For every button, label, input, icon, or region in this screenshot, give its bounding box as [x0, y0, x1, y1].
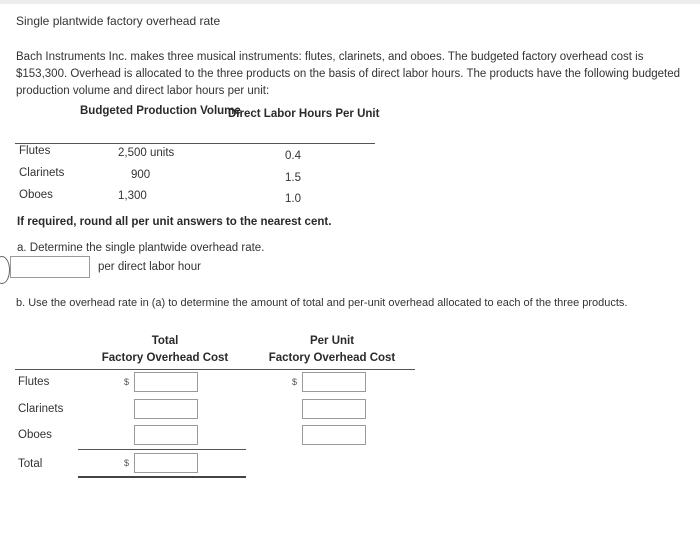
header-label: Direct Labor Hours Per Unit: [228, 108, 380, 120]
overhead-rate-input[interactable]: [10, 256, 90, 278]
rounding-instruction: If required, round all per unit answers to the nearest cent.: [17, 216, 332, 228]
row-total-label: Total: [18, 458, 43, 470]
total-overhead-input[interactable]: [134, 453, 198, 473]
row-flutes-name: Flutes: [19, 145, 51, 157]
header-per-unit-overhead: [262, 333, 402, 367]
total-sum-rule: [78, 449, 246, 450]
header-total-overhead: [92, 333, 238, 367]
header-label: Total: [151, 335, 179, 347]
header-label: Factory Overhead Cost: [101, 352, 229, 364]
table2-header-rule: [15, 369, 415, 370]
row-clarinets-hours: 1.5: [285, 172, 301, 184]
row-oboes-name: Oboes: [19, 189, 53, 201]
header-direct-labor-hours: [228, 106, 380, 123]
table1-header-rule: [15, 143, 375, 144]
header-label: Budgeted Production Volume: [80, 105, 241, 117]
row-oboes-label: Oboes: [18, 429, 52, 441]
oboes-total-overhead-input[interactable]: [134, 425, 198, 445]
top-frame-border: [0, 0, 700, 4]
row-clarinets-name: Clarinets: [19, 167, 65, 179]
flutes-per-unit-overhead-input[interactable]: [302, 372, 366, 392]
part-a-unit-label: per direct labor hour: [98, 261, 201, 273]
row-clarinets-volume: 900: [131, 169, 151, 181]
flutes-total-overhead-input[interactable]: [134, 372, 198, 392]
row-flutes-volume: 2,500 units: [118, 147, 175, 159]
part-b-prompt: b. Use the overhead rate in (a) to determine the amount of total and per-unit overhead allocated to each of the three products.: [16, 297, 628, 309]
total-double-rule: [78, 476, 246, 478]
row-clarinets-label: Clarinets: [18, 403, 64, 415]
row-flutes-hours: 0.4: [285, 150, 301, 162]
part-a-prompt: a. Determine the single plantwide overhead rate.: [17, 242, 265, 254]
row-flutes-label: Flutes: [18, 376, 50, 388]
header-label: Per Unit: [309, 335, 355, 347]
oboes-per-unit-overhead-input[interactable]: [302, 425, 366, 445]
clarinets-total-overhead-input[interactable]: [134, 399, 198, 419]
row-oboes-hours: 1.0: [285, 193, 301, 205]
clarinets-per-unit-overhead-input[interactable]: [302, 399, 366, 419]
header-budgeted-production-volume: [80, 103, 241, 120]
page-title: Single plantwide factory overhead rate: [16, 14, 221, 28]
flutes-total-currency: $: [124, 377, 130, 387]
flutes-per-unit-currency: $: [292, 377, 298, 387]
row-oboes-volume: 1,300: [118, 190, 147, 202]
total-currency: $: [124, 458, 130, 468]
problem-intro: Bach Instruments Inc. makes three musical instruments: flutes, clarinets, and oboes. The budgeted factory overhead cost is $153,300. Overhead is allocated to the three products on the basis of direct labor hours. The products have the following budgeted production volume and direct labor hours per unit:: [16, 51, 681, 97]
part-a-indicator: [0, 256, 10, 284]
header-label: Factory Overhead Cost: [268, 352, 396, 364]
